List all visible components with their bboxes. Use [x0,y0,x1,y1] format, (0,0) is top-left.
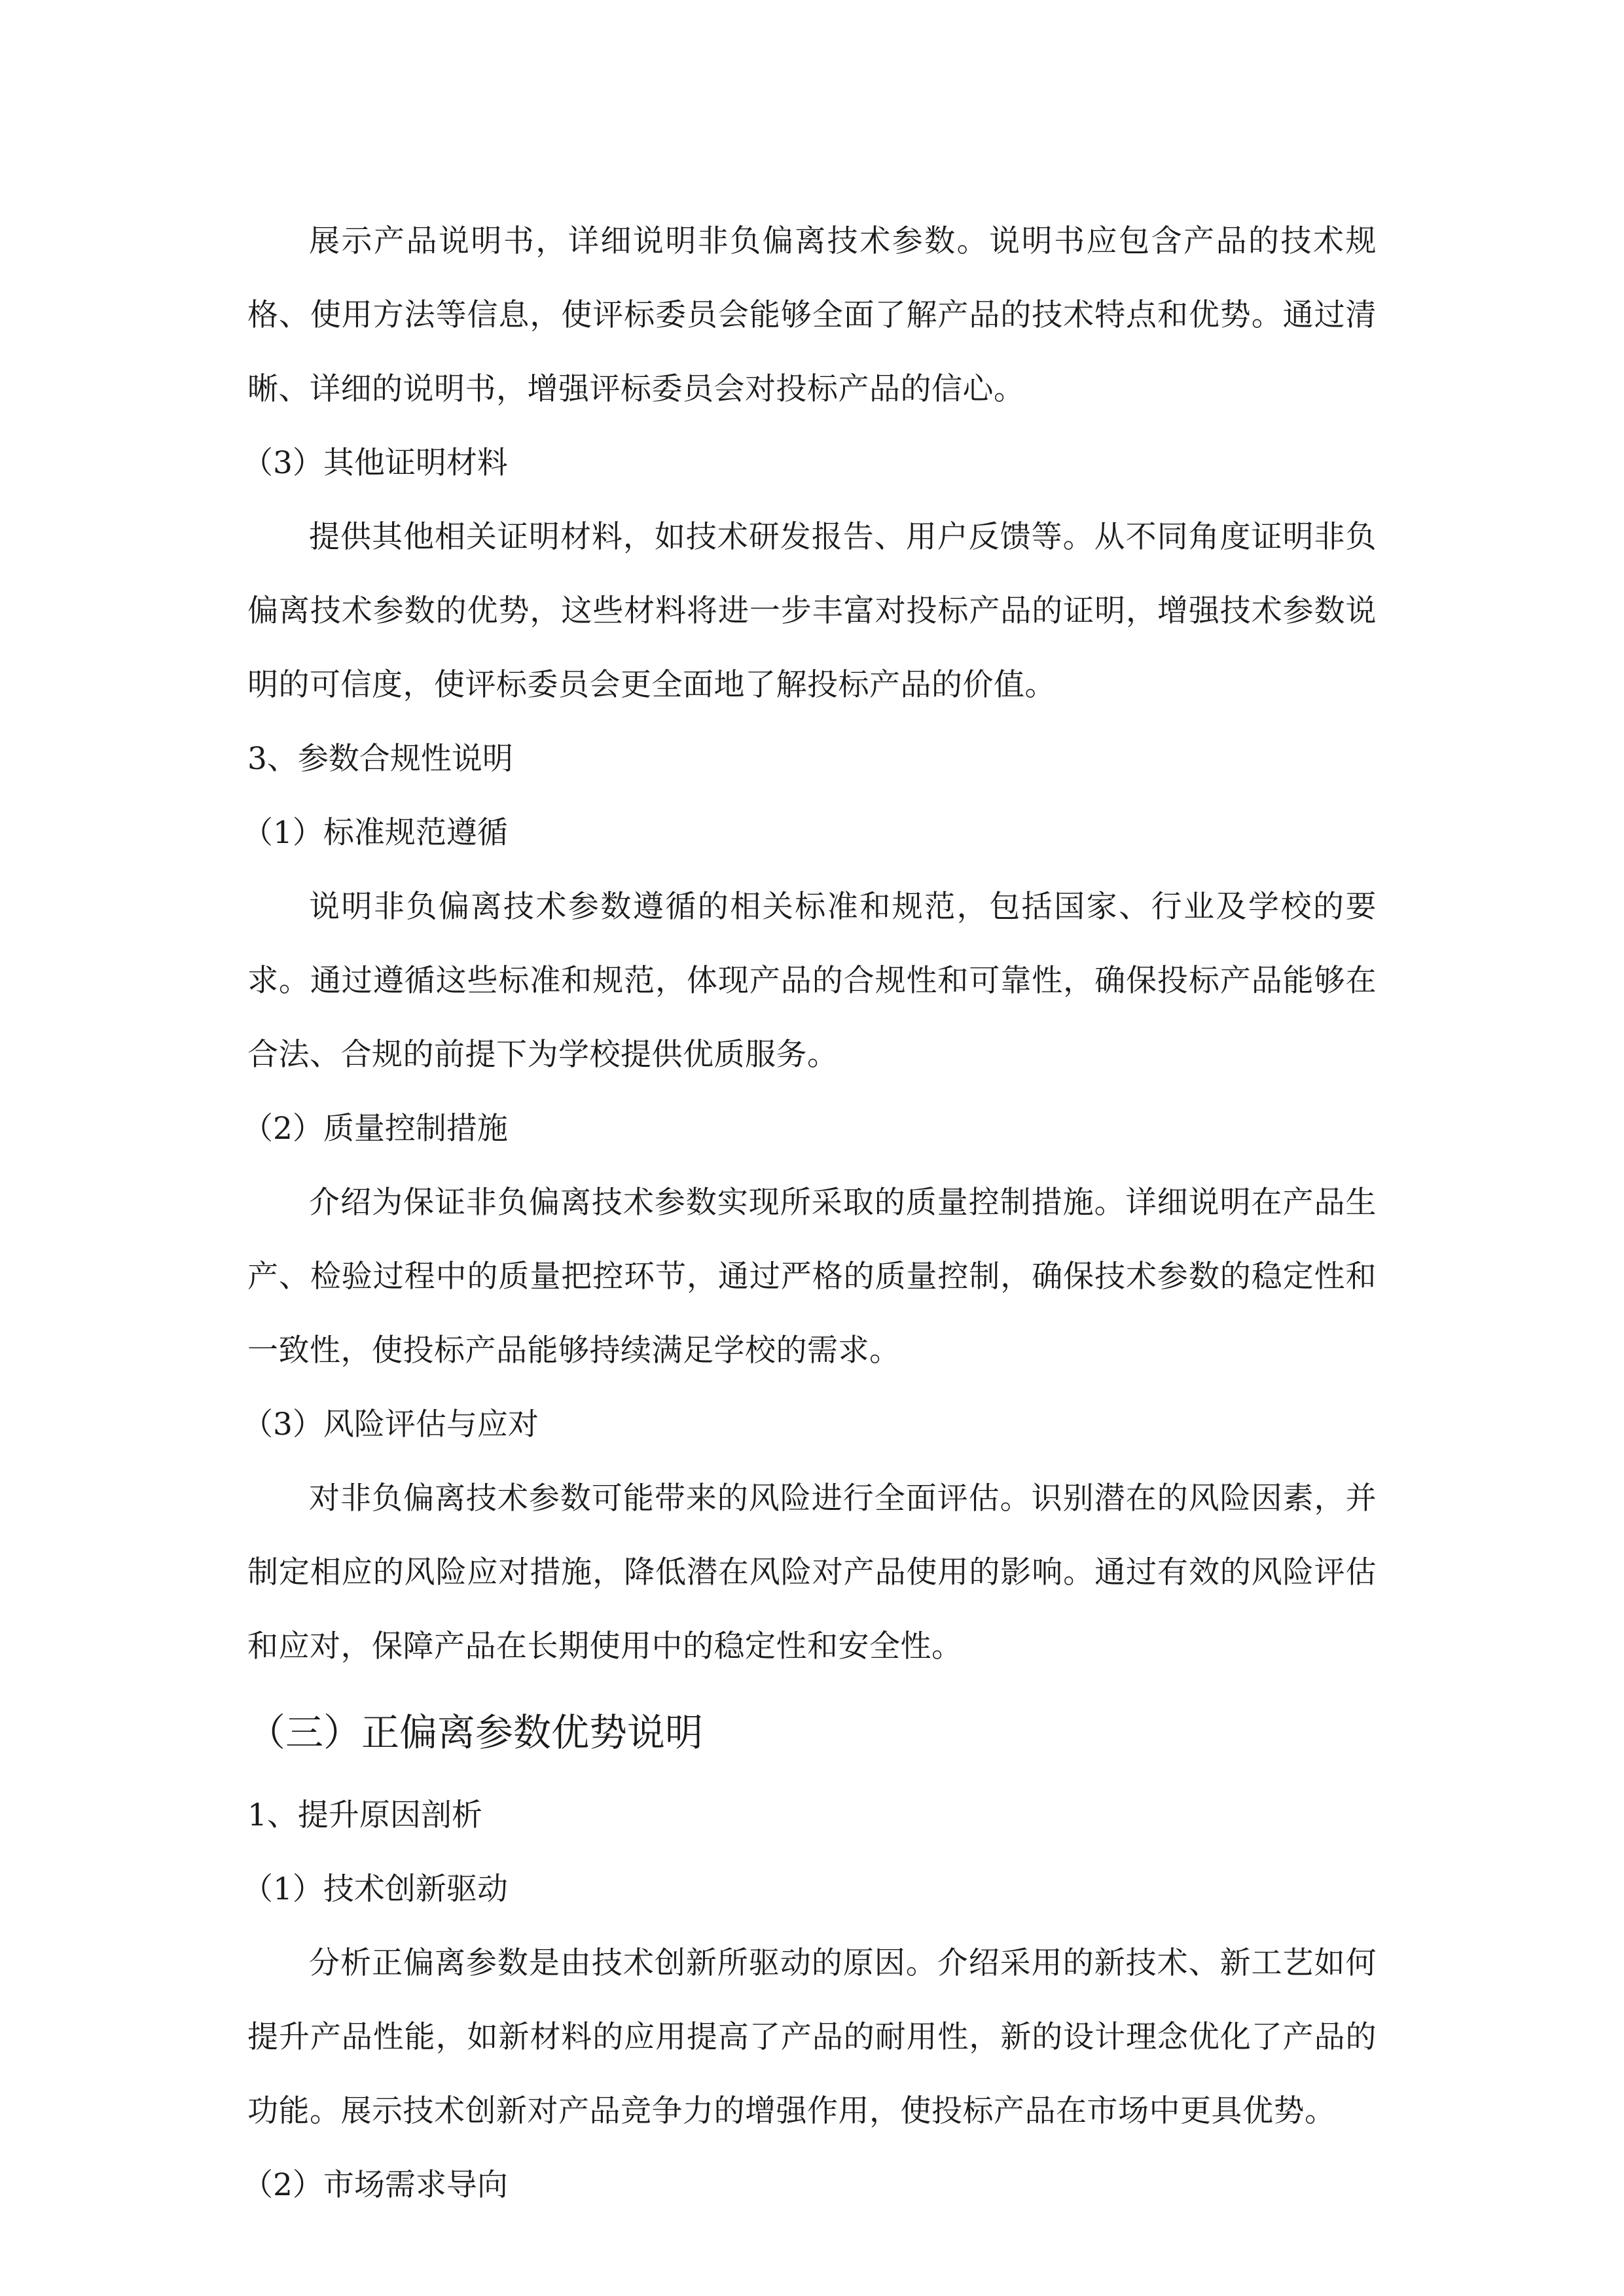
paragraph-other-evidence: 提供其他相关证明材料，如技术研发报告、用户反馈等。从不同角度证明非负偏离技术参数的优势，这些材料将进一步丰富对投标产品的证明，增强技术参数说明的可信度，使评标委员会更全面地了解投标产品的价值。 [247,519,1377,703]
subheading-other-evidence: （3）其他证明材料 [242,445,508,481]
subheading-technology-innovation: （1）技术创新驱动 [242,1871,508,1907]
subheading-standards-compliance: （1）标准规范遵循 [242,815,508,851]
section-title-positive-deviation: （三）正偏离参数优势说明 [247,1710,704,1755]
paragraph-product-manual: 展示产品说明书，详细说明非负偏离技术参数。说明书应包含产品的技术规格、使用方法等信息，使评标委员会能够全面了解产品的技术特点和优势。通过清晰、详细的说明书，增强评标委员会对投标产品的信心。 [247,223,1377,407]
paragraph-quality-control: 介绍为保证非负偏离技术参数实现所采取的质量控制措施。详细说明在产品生产、检验过程中的质量把控环节，通过严格的质量控制，确保技术参数的稳定性和一致性，使投标产品能够持续满足学校的需求。 [247,1185,1377,1369]
document-body [242,204,1377,2222]
subheading-market-demand: （2）市场需求导向 [242,2167,508,2203]
heading-parameter-compliance: 3、参数合规性说明 [247,741,513,777]
subheading-quality-control: （2）质量控制措施 [242,1111,508,1147]
paragraph-technology-innovation: 分析正偏离参数是由技术创新所驱动的原因。介绍采用的新技术、新工艺如何提升产品性能，如新材料的应用提高了产品的耐用性，新的设计理念优化了产品的功能。展示技术创新对产品竞争力的增强作用，使投标产品在市场中更具优势。 [247,1945,1377,2129]
subheading-risk-assessment: （3）风险评估与应对 [242,1407,539,1443]
heading-improvement-causes: 1、提升原因剖析 [247,1797,482,1833]
paragraph-risk-assessment: 对非负偏离技术参数可能带来的风险进行全面评估。识别潜在的风险因素，并制定相应的风险应对措施，降低潜在风险对产品使用的影响。通过有效的风险评估和应对，保障产品在长期使用中的稳定性和安全性。 [247,1480,1377,1664]
paragraph-standards-compliance: 说明非负偏离技术参数遵循的相关标准和规范，包括国家、行业及学校的要求。通过遵循这些标准和规范，体现产品的合规性和可靠性，确保投标产品能够在合法、合规的前提下为学校提供优质服务。 [247,889,1377,1073]
